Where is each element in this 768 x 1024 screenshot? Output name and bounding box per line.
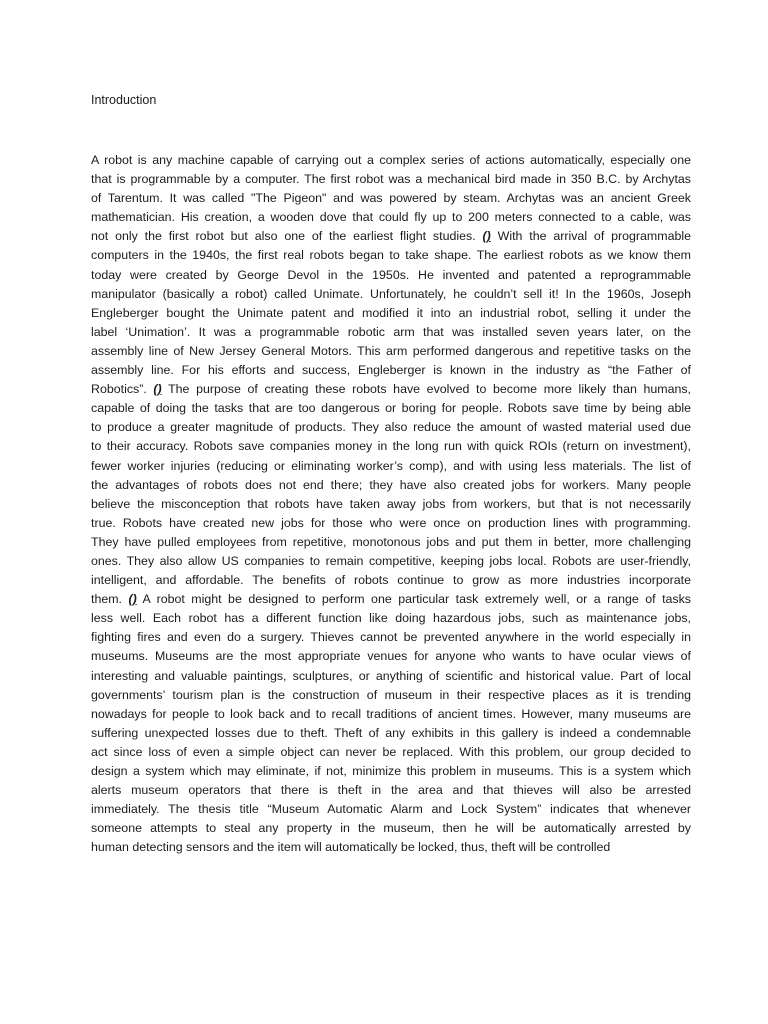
text-run: A robot is any machine capable of carrying out a complex series of actions automatically, especially one xyxy=(91,153,691,167)
text-line xyxy=(91,170,691,189)
text-run: interesting and valuable paintings, sculptures, or anything of scientific and historical value. Part of local xyxy=(91,668,691,683)
text-run: believe the misconception that robots have taken away jobs from workers, but that is not necessarily xyxy=(91,496,691,511)
text-run: not only the first robot but also one of the earliest flight studies. xyxy=(91,229,483,244)
text-line xyxy=(91,457,691,476)
text-line xyxy=(91,705,691,724)
text-line xyxy=(91,552,691,571)
text-line xyxy=(91,667,691,686)
text-run: assembly line of New Jersey General Motors. This arm performed dangerous and repetitive tasks on the xyxy=(91,343,691,358)
text-run: them. xyxy=(91,592,129,607)
text-run: Robotics”. xyxy=(91,382,154,397)
text-line xyxy=(91,686,691,705)
text-line xyxy=(91,418,691,437)
text-run: assembly line. For his efforts and success, Engleberger is known in the industry as “the Father of xyxy=(91,363,691,378)
text-line xyxy=(91,151,691,170)
text-line xyxy=(91,762,691,781)
text-line xyxy=(91,304,691,323)
text-line xyxy=(91,609,691,628)
text-line xyxy=(91,628,691,647)
text-line xyxy=(91,743,691,762)
text-line xyxy=(91,838,691,857)
text-line xyxy=(91,246,691,265)
text-run: computers in the 1940s, the first real robots began to take shape. The earliest robots as we know them xyxy=(91,248,691,263)
text-line xyxy=(91,495,691,514)
text-run: alerts museum operators that there is theft in the area and that thieves will also be arrested xyxy=(91,783,691,798)
text-line xyxy=(91,380,691,399)
text-run: manipulator (basically a robot) called Unimate. Unfortunately, he couldn’t sell it! In the 1960s, Joseph xyxy=(91,286,691,301)
text-line xyxy=(91,476,691,495)
text-run: someone attempts to steal any property in the museum, then he will be automatically arrested by xyxy=(91,821,691,836)
text-run: fighting fires and even do a surgery. Thieves cannot be prevented anywhere in the world especially in xyxy=(91,630,691,645)
text-run: act since loss of even a simple object can never be replaced. With this problem, our group decided to xyxy=(91,744,691,759)
text-run: less well. Each robot has a different function like doing hazardous jobs, such as maintenance jobs, xyxy=(91,611,691,626)
text-run: ones. They also allow US companies to remain competitive, keeping jobs local. Robots are user-friendly, xyxy=(91,553,691,568)
text-run: intelligent, and affordable. The benefits of robots continue to grow as more industries incorporate xyxy=(91,573,691,588)
text-run: fewer worker injuries (reducing or eliminating worker’s comp), and with using less materials. The list of xyxy=(91,458,691,473)
text-run: nowadays for people to look back and to recall traditions of ancient times. However, many museums are xyxy=(91,706,691,721)
text-line xyxy=(91,266,691,285)
text-run: human detecting sensors and the item will automatically be locked, thus, theft will be controlled xyxy=(91,840,611,855)
text-run: to produce a greater magnitude of products. They also reduce the amount of wasted material used due xyxy=(91,420,691,435)
text-run: to their accuracy. Robots save companies money in the long run with quick ROIs (return on investment), xyxy=(91,439,691,454)
text-run: They have pulled employees from repetitive, monotonous jobs and put them in better, more challenging xyxy=(91,534,691,549)
text-line xyxy=(91,227,691,246)
text-run: the advantages of robots does not end there; they have also created jobs for workers. Many people xyxy=(91,477,691,492)
citation-marker: () xyxy=(153,382,162,397)
text-line xyxy=(91,342,691,361)
text-line xyxy=(91,724,691,743)
text-run: Engleberger bought the Unimate patent and modified it into an industrial robot, selling it under the xyxy=(91,305,691,320)
text-line xyxy=(91,285,691,304)
text-run: today were created by George Devol in the 1950s. He invented and patented a reprogrammable xyxy=(91,267,691,282)
text-line xyxy=(91,533,691,552)
text-run: mathematician. His creation, a wooden dove that could fly up to 200 meters connected to a cable, was xyxy=(91,210,691,225)
text-line xyxy=(91,800,691,819)
text-line xyxy=(91,437,691,456)
text-run: With the arrival of programmable xyxy=(490,229,691,244)
text-run: governments’ tourism plan is the construction of museum in their respective places as it is trending xyxy=(91,687,691,702)
text-run: design a system which may eliminate, if not, minimize this problem in museums. This is a system which xyxy=(91,764,691,778)
section-heading: Introduction xyxy=(91,93,157,107)
text-run: capable of doing the tasks that are too dangerous or boring for people. Robots save time by being able xyxy=(91,401,691,416)
text-run: true. Robots have created new jobs for those who were once on production lines with programming. xyxy=(91,515,691,530)
text-line xyxy=(91,208,691,227)
text-line xyxy=(91,189,691,208)
text-run: that is programmable by a computer. The first robot was a mechanical bird made in 350 B.C. by Archytas xyxy=(91,172,691,187)
citation-marker: () xyxy=(128,592,137,607)
text-run: museums. Museums are the most appropriate venues for anyone who wants to have ocular views of xyxy=(91,649,691,664)
text-run: immediately. The thesis title “Museum Automatic Alarm and Lock System” indicates that whenever xyxy=(91,802,691,817)
text-line xyxy=(91,514,691,533)
text-line xyxy=(91,323,691,342)
text-run: suffering unexpected losses due to theft. Theft of any exhibits in this gallery is indeed a condemnable xyxy=(91,725,691,740)
text-run: label ‘Unimation’. It was a programmable robotic arm that was installed seven years later, on the xyxy=(91,324,691,339)
text-line xyxy=(91,361,691,380)
text-line xyxy=(91,571,691,590)
body-paragraph xyxy=(91,151,691,857)
text-run: A robot might be designed to perform one particular task extremely well, or a range of tasks xyxy=(136,592,691,607)
text-line xyxy=(91,399,691,418)
text-run: The purpose of creating these robots have evolved to become more likely than humans, xyxy=(161,382,692,397)
text-line xyxy=(91,819,691,838)
text-line xyxy=(91,781,691,800)
text-line xyxy=(91,647,691,666)
text-run: of Tarentum. It was called "The Pigeon" and was powered by steam. Archytas was an ancient Greek xyxy=(91,191,691,206)
text-line xyxy=(91,590,691,609)
citation-marker: () xyxy=(482,229,491,244)
